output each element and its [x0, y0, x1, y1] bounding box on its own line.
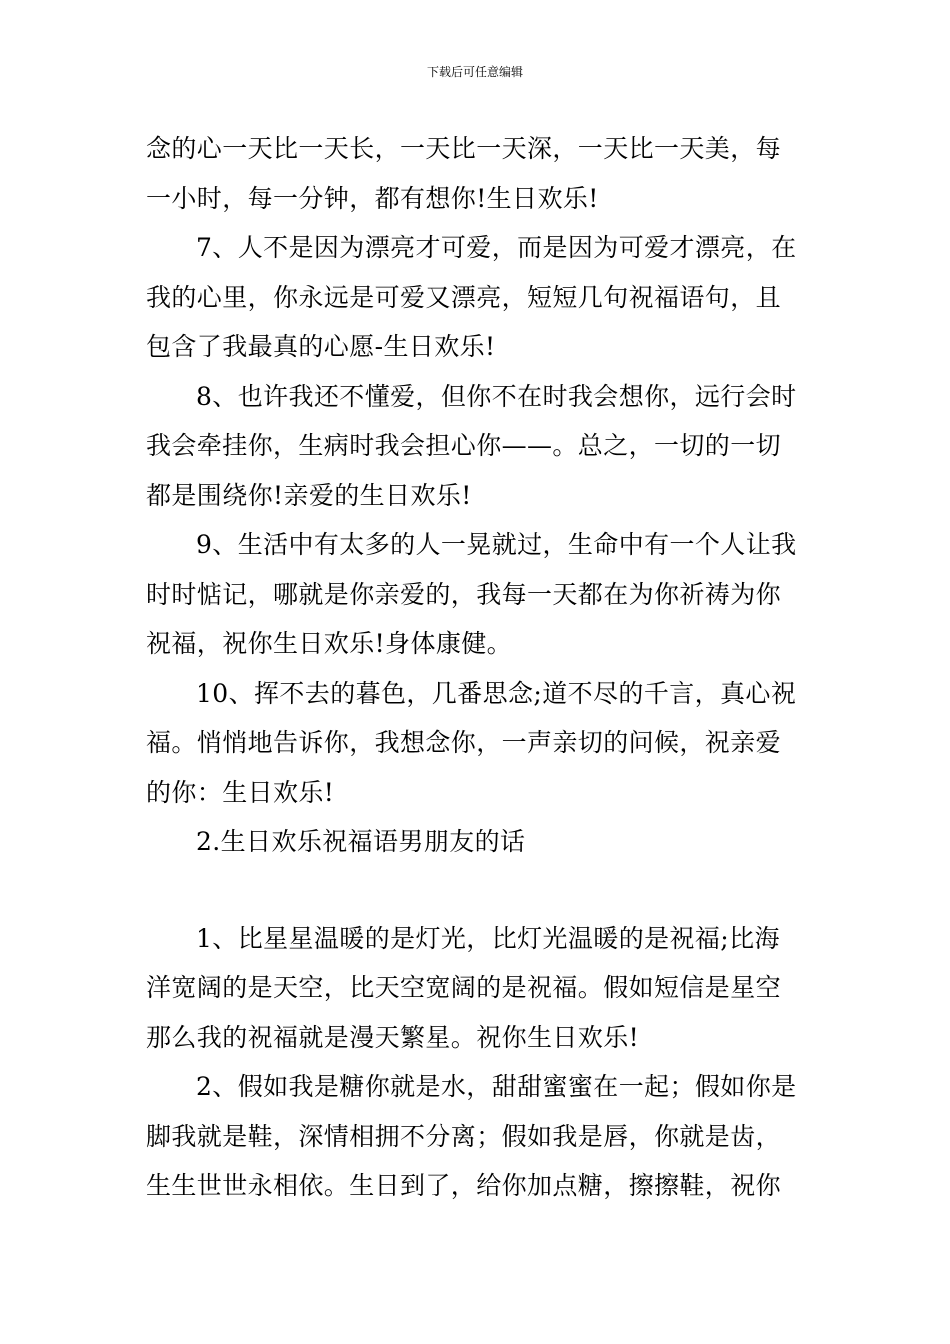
blank-gap [146, 867, 808, 914]
page-header: 下载后可任意编辑 [426, 65, 523, 79]
list-item-9: 9、生活中有太多的人一晃就过，生命中有一个人让我 [196, 530, 797, 559]
text-line: 生生世世永相依。生日到了，给你加点糖，擦擦鞋，祝你 [146, 1171, 782, 1200]
text-line: 一小时，每一分钟，都有想你!生日欢乐! [146, 183, 599, 213]
text-line: 的你：生日欢乐! [146, 777, 335, 807]
text-line: 我会牵挂你，生病时我会担心你——。总之，一切的一切 [146, 431, 782, 460]
section-heading: 2.生日欢乐祝福语男朋友的话 [196, 827, 526, 856]
text-line: 祝福，祝你生日欢乐!身体康健。 [146, 629, 513, 658]
list-item-1: 1、比星星温暖的是灯光，比灯光温暖的是祝福;比海 [196, 923, 780, 953]
text-line: 那么我的祝福就是漫天繁星。祝你生日欢乐! [146, 1022, 640, 1052]
list-item-7: 7、人不是因为漂亮才可爱，而是因为可爱才漂亮，在 [196, 233, 797, 262]
text-line: 福。悄悄地告诉你，我想念你，一声亲切的问候，祝亲爱 [146, 728, 782, 757]
list-item-2: 2、假如我是糖你就是水，甜甜蜜蜜在一起；假如你是 [196, 1072, 797, 1101]
text-line: 念的心一天比一天长，一天比一天深，一天比一天美，每 [146, 134, 782, 163]
text-line: 时时惦记，哪就是你亲爱的，我每一天都在为你祈祷为你 [146, 579, 782, 609]
text-line: 我的心里，你永远是可爱又漂亮，短短几句祝福语句，且 [146, 282, 782, 312]
text-line: 包含了我最真的心愿-生日欢乐! [146, 332, 496, 361]
document-body [146, 124, 808, 1211]
list-item-10: 10、挥不去的暮色，几番思念;道不尽的千言，真心祝 [196, 678, 797, 708]
text-line: 脚我就是鞋，深情相拥不分离；假如我是唇，你就是齿， [146, 1121, 782, 1151]
text-line: 洋宽阔的是天空，比天空宽阔的是祝福。假如短信是星空 [146, 973, 782, 1002]
text-line: 都是围绕你!亲爱的生日欢乐! [146, 480, 472, 510]
list-item-8: 8、也许我还不懂爱，但你不在时我会想你，远行会时 [196, 381, 797, 411]
